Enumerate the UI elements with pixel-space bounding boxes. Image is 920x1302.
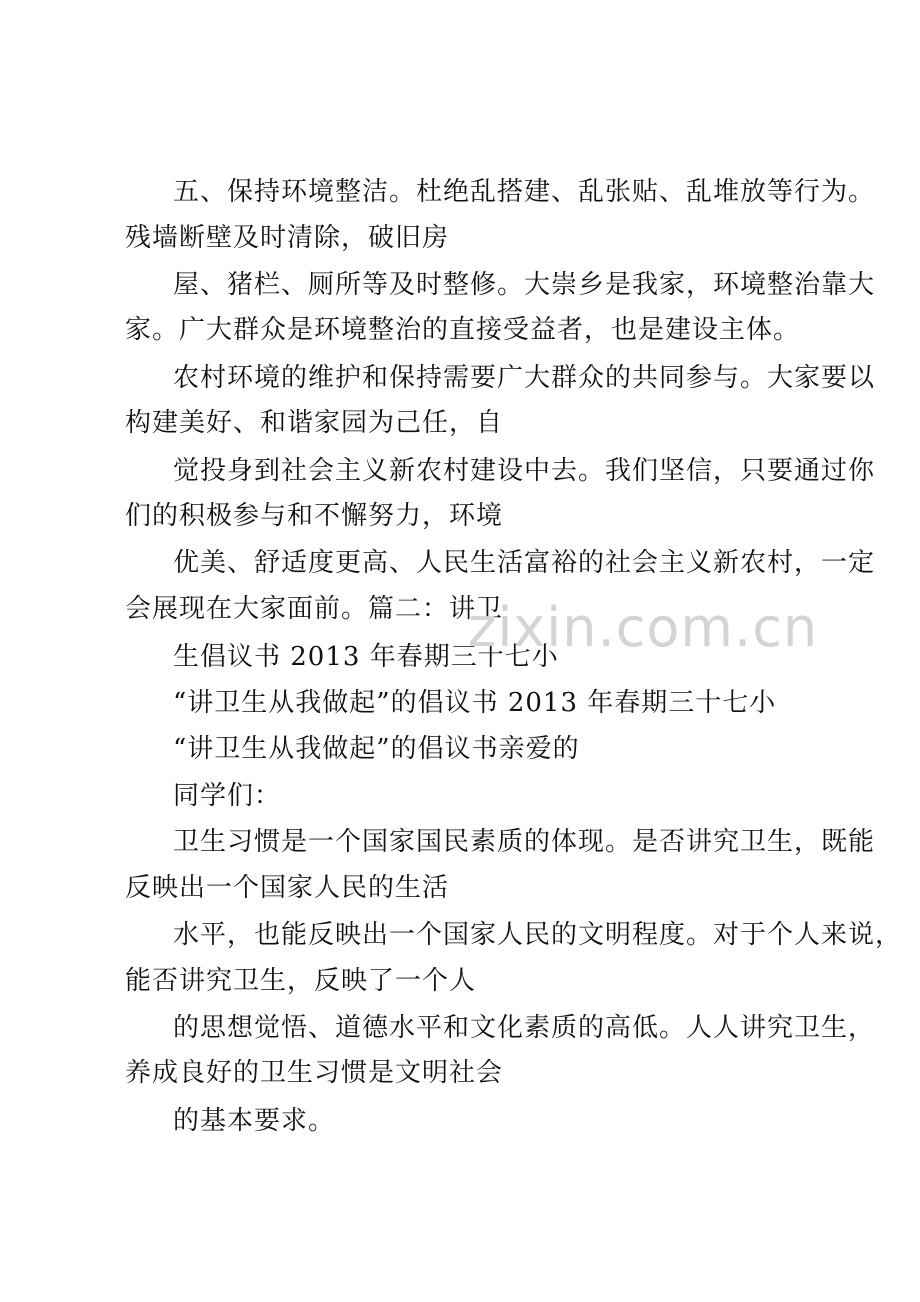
text-line: 反映出一个国家人民的生活 bbox=[125, 873, 450, 903]
text-line: 养成良好的卫生习惯是文明社会 bbox=[125, 1058, 504, 1088]
text-line: 水平，也能反映出一个国家人民的文明程度。对于个人来说， bbox=[173, 920, 903, 950]
text-line: 会展现在大家面前。篇二：讲卫 bbox=[125, 594, 504, 624]
text-line: 的思想觉悟、道德水平和文化素质的高低。人人讲究卫生， bbox=[173, 1013, 876, 1043]
text-line: 残墙断壁及时清除，破旧房 bbox=[125, 223, 450, 253]
text-line: 觉投身到社会主义新农村建设中去。我们坚信，只要通过你 bbox=[173, 456, 876, 486]
text-line: 屋、猪栏、厕所等及时整修。大崇乡是我家，环境整治靠大 bbox=[173, 270, 876, 300]
text-line: 构建美好、和谐家园为己任，自 bbox=[125, 408, 504, 438]
text-line: 农村环境的维护和保持需要广大群众的共同参与。大家要以 bbox=[173, 363, 876, 393]
text-line: 们的积极参与和不懈努力，环境 bbox=[125, 501, 504, 531]
text-line: 五、保持环境整洁。杜绝乱搭建、乱张贴、乱堆放等行为。 bbox=[173, 177, 876, 207]
text-line: 的基本要求。 bbox=[173, 1106, 336, 1136]
text-line: 优美、舒适度更高、人民生活富裕的社会主义新农村，一定 bbox=[173, 548, 876, 578]
watermark: zixin.com.cn bbox=[468, 596, 819, 659]
text-line: “讲卫生从我做起”的倡议书亲爱的 bbox=[173, 734, 580, 764]
text-line: 同学们： bbox=[173, 781, 282, 811]
text-line: 家。广大群众是环境整治的直接受益者，也是建设主体。 bbox=[125, 315, 801, 345]
text-line: 卫生习惯是一个国家国民素质的体现。是否讲究卫生，既能 bbox=[173, 827, 876, 857]
text-line: 生倡议书 2013 年春期三十七小 bbox=[173, 642, 559, 672]
text-line: “讲卫生从我做起”的倡议书 2013 年春期三十七小 bbox=[173, 688, 777, 718]
text-line: 能否讲究卫生，反映了一个人 bbox=[125, 966, 477, 996]
